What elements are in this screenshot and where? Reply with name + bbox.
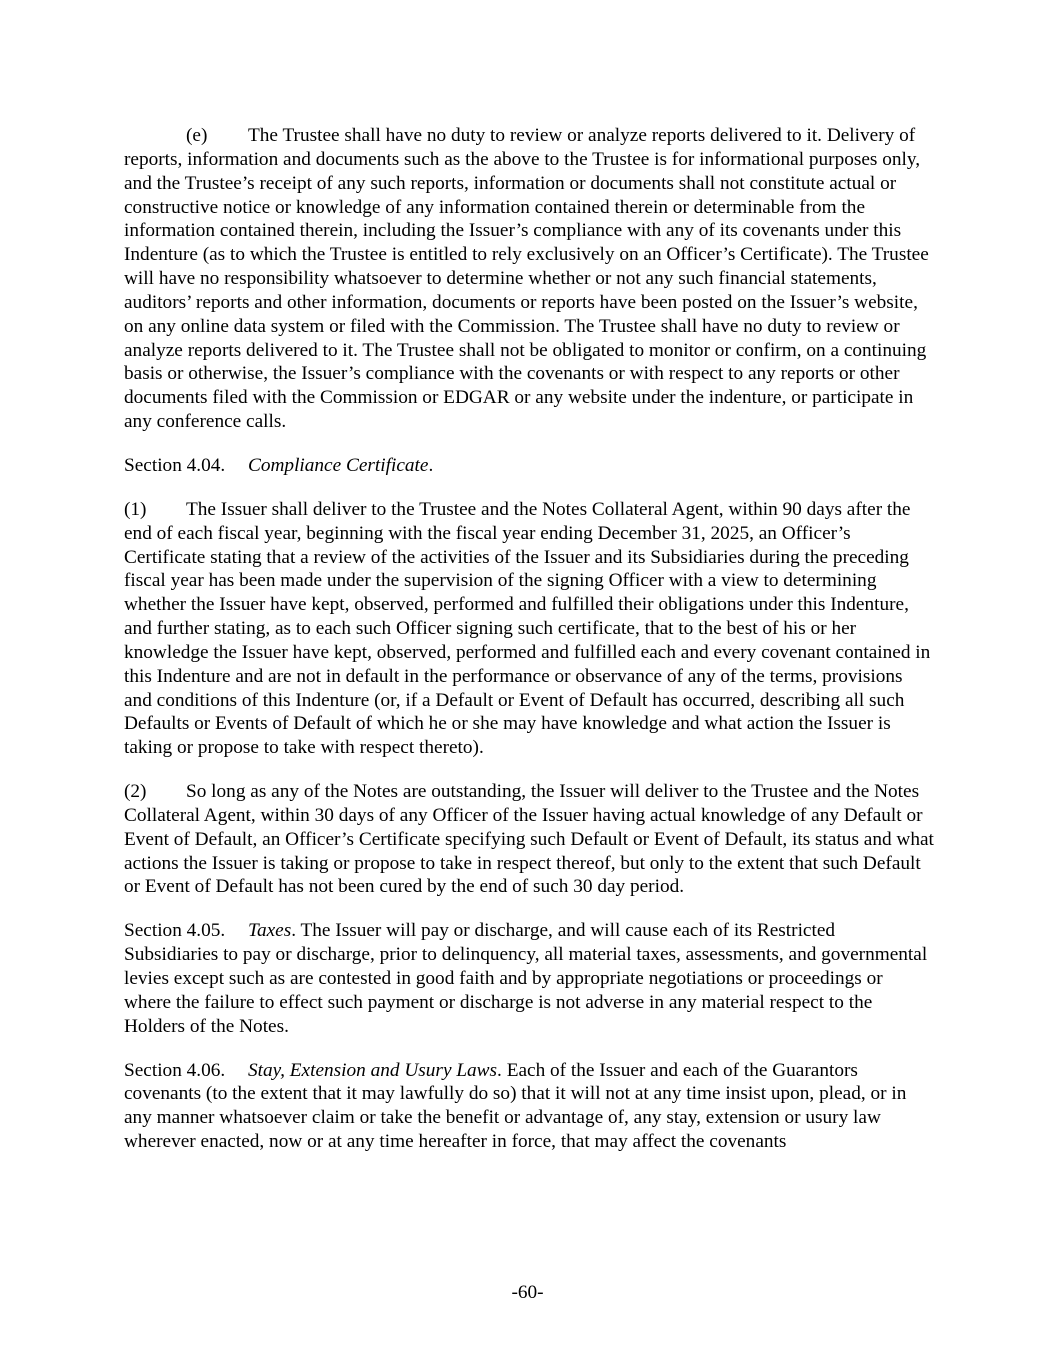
section-4-06-number: Section 4.06. bbox=[124, 1059, 226, 1081]
section-4-04-title: Compliance Certificate bbox=[248, 454, 429, 476]
paragraph-1-text: The Issuer shall deliver to the Trustee and the Notes Collateral Agent, within 90 days after the end of each fiscal year, beginning with the fiscal year ending December 31, 2025, an Officer’s Certificate stating that a review of the activities of the Issuer and its Subsidiaries during the preceding fiscal year has been made under the supervision of the signing Officer with a view to determining whether the Issuer have kept, observed, performed and fulfilled their obligations under this Indenture, and further stating, as to each such Officer signing such certificate, that to the best of his or her knowledge the Issuer have kept, observed, performed and fulfilled each and every covenant contained in this Indenture and are not in default in the performance or observance of any of the terms, provisions and conditions of this Indenture (or, if a Default or Event of Default has occurred, describing all such Defaults or Events of Default of which he or she may have knowledge and what action the Issuer is taking or propose to take with respect thereto). bbox=[124, 498, 931, 759]
section-4-06-title: Stay, Extension and Usury Laws bbox=[248, 1059, 498, 1081]
section-4-04-heading bbox=[124, 454, 934, 478]
section-4-05-number: Section 4.05. bbox=[124, 920, 226, 942]
paragraph-e bbox=[124, 124, 934, 434]
section-4-04-title-punct: . bbox=[428, 454, 434, 476]
section-4-06 bbox=[124, 1059, 934, 1154]
paragraph-2-text: So long as any of the Notes are outstanding, the Issuer will deliver to the Trustee and the Notes Collateral Agent, within 30 days of any Officer of the Issuer having actual knowledge of any Default or Event of Default, an Officer’s Certificate specifying such Default or Event of Default, its status and what actions the Issuer is taking or propose to take in respect thereof, but only to the extent that such Default or Event of Default has not been cured by the end of such 30 day period. bbox=[124, 781, 934, 898]
paragraph-marker-1: (1) bbox=[124, 498, 147, 520]
section-4-04-number: Section 4.04. bbox=[124, 454, 226, 476]
paragraph-marker-e: (e) bbox=[186, 125, 208, 146]
section-4-05-title: Taxes bbox=[248, 920, 292, 942]
paragraph-e-text: The Trustee shall have no duty to review or analyze reports delivered to it. Delivery of reports, information and documents such as the above to the Trustee is for informational purposes only, and the Trustee’s receipt of any such reports, information or documents shall not constitute actual or constructive notice or knowledge of any information contained therein or determinable from the information contained therein, including the Issuer’s compliance with any of its covenants under this Indenture (as to which the Trustee is entitled to rely exclusively on an Officer’s Certificate). The Trustee will have no responsibility whatsoever to determine whether or not any such financial statements, auditors’ reports and other information, documents or reports have been posted on the Issuer’s website, on any online data system or filed with the Commission. The Trustee shall have no duty to review or analyze reports delivered to it. The Trustee shall not be obligated to monitor or confirm, on a continuing basis or otherwise, the Issuer’s compliance with the covenants or with respect to any reports or other documents filed with the Commission or EDGAR or any website under the indenture, or participate in any conference calls. bbox=[124, 125, 929, 433]
section-4-06-text: . Each of the Issuer and each of the Guarantors covenants (to the extent that it may lawfully do so) that it will not at any time insist upon, plead, or in any manner whatsoever claim or take the benefit or advantage of, any stay, extension or usury law wherever enacted, now or at any time hereafter in force, that may affect the covenants bbox=[124, 1059, 907, 1153]
page-number: -60- bbox=[511, 1282, 544, 1303]
section-4-05-text: . The Issuer will pay or discharge, and will cause each of its Restricted Subsidiaries to pay or discharge, prior to delinquency, all material taxes, assessments, and governmental levies except such as are contested in good faith and by appropriate negotiations or proceedings or where the failure to effect such payment or discharge is not adverse in any material respect to the Holders of the Notes. bbox=[124, 920, 928, 1037]
paragraph-marker-2: (2) bbox=[124, 781, 147, 803]
paragraph-2 bbox=[124, 780, 934, 899]
document-page bbox=[124, 124, 934, 1174]
paragraph-1 bbox=[124, 498, 934, 760]
section-4-05 bbox=[124, 919, 934, 1038]
